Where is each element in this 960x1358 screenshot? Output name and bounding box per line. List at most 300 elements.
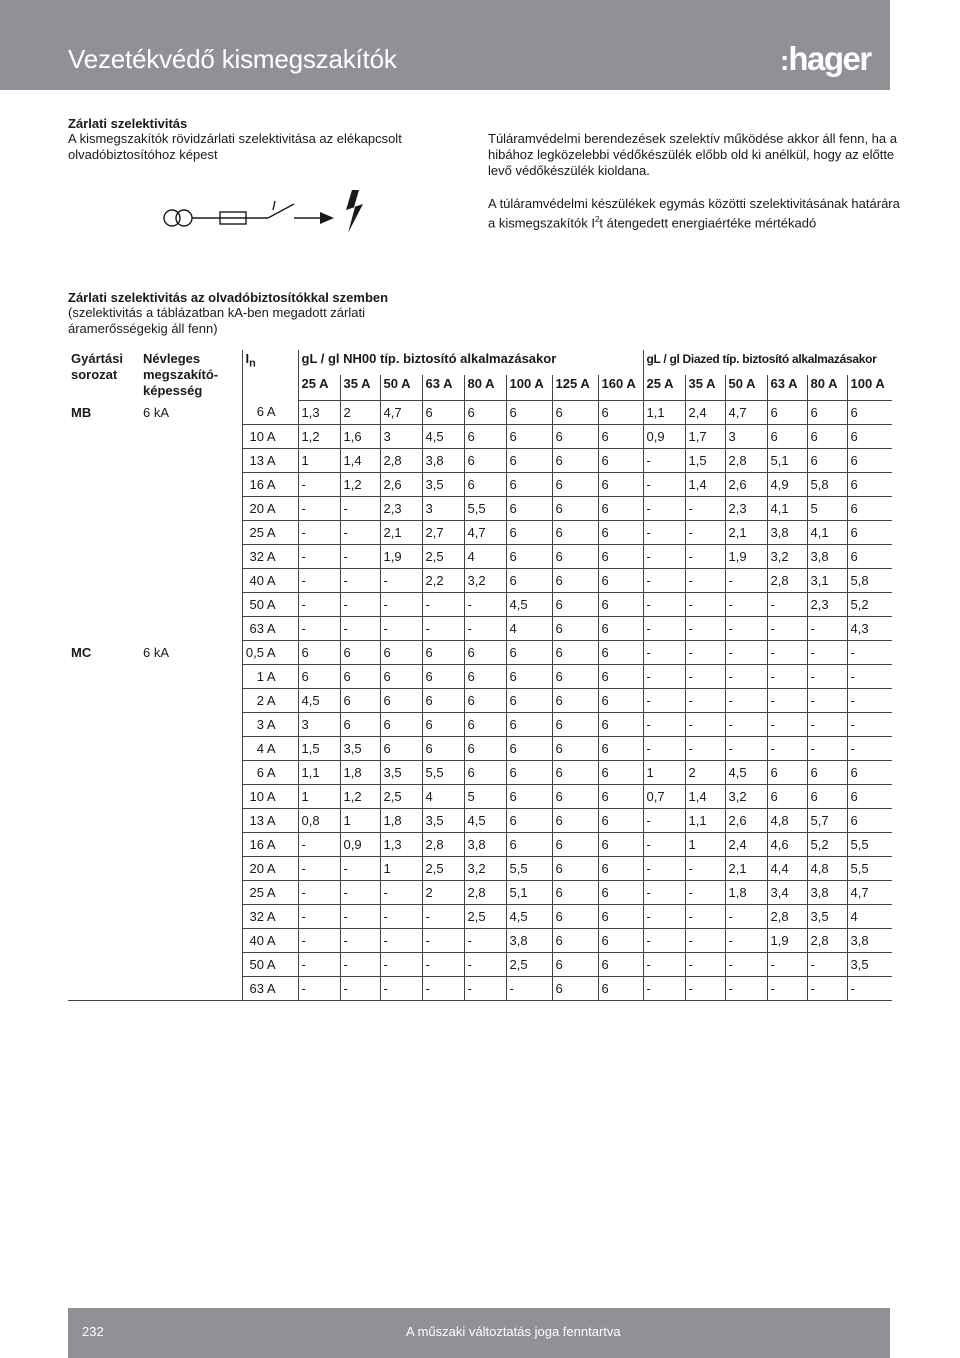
nh-value-cell: - (340, 880, 380, 904)
series-cell (68, 832, 140, 856)
diazed-value-cell: 5,8 (807, 472, 847, 496)
table-row (68, 640, 892, 664)
nh-value-cell: - (298, 880, 340, 904)
nh-value-cell: 0,9 (340, 832, 380, 856)
diazed-value-cell: 6 (767, 400, 807, 424)
rated-current-cell: 16 A (242, 472, 298, 496)
intro-right-text-2-post: t átengedett energiaértéke mértékadó (599, 215, 817, 231)
capacity-cell (140, 448, 242, 472)
nh-value-cell: - (380, 904, 422, 928)
rated-current-cell: 25 A (242, 880, 298, 904)
table-row (68, 592, 892, 616)
table-row (68, 832, 892, 856)
nh-value-cell: 4 (464, 544, 506, 568)
nh-value-cell: 6 (340, 664, 380, 688)
diazed-value-cell: 2,4 (725, 832, 767, 856)
nh-value-cell: 2,3 (380, 496, 422, 520)
diazed-value-cell: 1,5 (685, 448, 725, 472)
diazed-value-cell: 3,4 (767, 880, 807, 904)
nh-value-cell: - (422, 976, 464, 1000)
page-number: 232 (82, 1324, 104, 1339)
nh-value-cell: - (380, 592, 422, 616)
capacity-cell (140, 568, 242, 592)
diazed-value-cell: 6 (807, 760, 847, 784)
diazed-value-cell: - (643, 976, 685, 1000)
capacity-cell (140, 592, 242, 616)
nh-value-cell: - (298, 472, 340, 496)
diazed-value-cell: 6 (767, 760, 807, 784)
diazed-value-cell: 1,7 (685, 424, 725, 448)
capacity-cell (140, 472, 242, 496)
diazed-value-cell: - (725, 976, 767, 1000)
diazed-value-cell: - (725, 568, 767, 592)
diazed-value-cell: - (643, 808, 685, 832)
diazed-value-cell: - (685, 856, 725, 880)
diazed-value-cell: - (643, 520, 685, 544)
series-cell (68, 904, 140, 928)
nh-value-cell: 6 (380, 640, 422, 664)
diazed-value-cell: 2,8 (807, 928, 847, 952)
nh-value-cell: 6 (422, 400, 464, 424)
diazed-value-cell: - (767, 616, 807, 640)
rated-current-cell: 32 A (242, 904, 298, 928)
nh-value-cell: 6 (506, 736, 552, 760)
diazed-value-cell: 2,1 (725, 856, 767, 880)
nh-value-cell: 6 (506, 568, 552, 592)
series-cell (68, 856, 140, 880)
nh-value-cell: 6 (598, 592, 643, 616)
series-cell (68, 448, 140, 472)
series-cell (68, 616, 140, 640)
series-cell (68, 424, 140, 448)
header-capacity: Névleges megszakító-képesség (143, 351, 219, 398)
nh-value-cell: 6 (464, 424, 506, 448)
diazed-value-cell: 6 (807, 424, 847, 448)
nh-value-cell: 6 (380, 664, 422, 688)
diazed-value-cell: - (847, 664, 892, 688)
series-cell (68, 712, 140, 736)
capacity-cell (140, 616, 242, 640)
nh-value-cell: 4 (506, 616, 552, 640)
nh-value-cell: - (298, 496, 340, 520)
diazed-value-cell: - (685, 712, 725, 736)
intro-left-text: A kismegszakítók rövidzárlati szelektivitása az elékapcsolt olvadóbiztosítóhoz képest (68, 131, 402, 162)
diazed-value-cell: 1 (685, 832, 725, 856)
diazed-value-cell: 4,7 (847, 880, 892, 904)
nh-value-cell: 1 (380, 856, 422, 880)
capacity-cell (140, 880, 242, 904)
diazed-value-cell: 4,5 (725, 760, 767, 784)
diazed-value-cell: - (643, 880, 685, 904)
diazed-value-cell: 3,5 (847, 952, 892, 976)
nh-value-cell: - (422, 952, 464, 976)
diazed-value-cell: - (725, 688, 767, 712)
nh-value-cell: 6 (598, 640, 643, 664)
rated-current-cell: 4 A (242, 736, 298, 760)
table-row (68, 808, 892, 832)
diazed-value-cell: - (685, 616, 725, 640)
rated-current-cell: 0,5 A (242, 640, 298, 664)
diazed-value-cell: 6 (847, 760, 892, 784)
logo-text: hager (788, 40, 871, 77)
nh-value-cell: 6 (598, 952, 643, 976)
nh-value-cell: 6 (506, 760, 552, 784)
diazed-value-cell: 6 (847, 544, 892, 568)
header-nh-col: 100 A (506, 375, 552, 400)
nh-value-cell: 1,1 (298, 760, 340, 784)
nh-value-cell: 6 (464, 472, 506, 496)
diazed-value-cell: 3,5 (807, 904, 847, 928)
diazed-value-cell: 4,4 (767, 856, 807, 880)
nh-value-cell: 6 (422, 688, 464, 712)
nh-value-cell: - (298, 568, 340, 592)
nh-value-cell: 6 (552, 784, 598, 808)
rated-current-cell: 25 A (242, 520, 298, 544)
diazed-value-cell: - (643, 616, 685, 640)
nh-value-cell: - (340, 856, 380, 880)
nh-value-cell: 6 (552, 520, 598, 544)
nh-value-cell: 4,5 (422, 424, 464, 448)
nh-value-cell: 5,5 (464, 496, 506, 520)
nh-value-cell: 1 (340, 808, 380, 832)
rated-current-cell: 50 A (242, 592, 298, 616)
diazed-value-cell: - (685, 904, 725, 928)
nh-value-cell: 6 (552, 568, 598, 592)
nh-value-cell: 3,2 (464, 856, 506, 880)
rated-current-cell: 6 A (242, 760, 298, 784)
nh-value-cell: 6 (598, 448, 643, 472)
nh-value-cell: 4,7 (464, 520, 506, 544)
diazed-value-cell: 2,4 (685, 400, 725, 424)
diazed-value-cell: 4,8 (767, 808, 807, 832)
series-cell (68, 952, 140, 976)
diazed-value-cell: - (807, 952, 847, 976)
nh-value-cell: - (298, 904, 340, 928)
nh-value-cell: 6 (598, 544, 643, 568)
capacity-cell (140, 904, 242, 928)
nh-value-cell: 6 (506, 400, 552, 424)
nh-value-cell: - (464, 952, 506, 976)
capacity-cell (140, 784, 242, 808)
table-row (68, 664, 892, 688)
nh-value-cell: 6 (552, 400, 598, 424)
nh-value-cell: 2,6 (380, 472, 422, 496)
nh-value-cell: 6 (340, 712, 380, 736)
nh-value-cell: 6 (598, 760, 643, 784)
nh-value-cell: - (464, 976, 506, 1000)
nh-value-cell: 3,5 (340, 736, 380, 760)
nh-value-cell: 6 (298, 640, 340, 664)
diazed-value-cell: 3,8 (807, 880, 847, 904)
diazed-value-cell: - (725, 616, 767, 640)
hager-logo (780, 40, 871, 78)
diazed-value-cell: 0,7 (643, 784, 685, 808)
page-header (0, 0, 890, 90)
diazed-value-cell: - (643, 856, 685, 880)
nh-value-cell: 6 (598, 712, 643, 736)
diazed-value-cell: - (685, 664, 725, 688)
diazed-value-cell: 4,7 (725, 400, 767, 424)
diazed-value-cell: 6 (847, 808, 892, 832)
nh-value-cell: 2,8 (422, 832, 464, 856)
nh-value-cell: 6 (598, 568, 643, 592)
intro-title: Zárlati szelektivitás (68, 116, 188, 131)
diazed-value-cell: 1,8 (725, 880, 767, 904)
nh-value-cell: 6 (598, 688, 643, 712)
diazed-value-cell: 6 (847, 520, 892, 544)
nh-value-cell: 6 (464, 760, 506, 784)
nh-value-cell: 6 (552, 808, 598, 832)
diazed-value-cell: - (643, 952, 685, 976)
diazed-value-cell: 2,3 (725, 496, 767, 520)
nh-value-cell: 4,5 (298, 688, 340, 712)
nh-value-cell: 0,8 (298, 808, 340, 832)
diazed-value-cell: 4,8 (807, 856, 847, 880)
diazed-value-cell: - (847, 976, 892, 1000)
nh-value-cell: 6 (340, 640, 380, 664)
nh-value-cell: 6 (552, 472, 598, 496)
nh-value-cell: - (340, 592, 380, 616)
nh-value-cell: 6 (552, 496, 598, 520)
nh-value-cell: 6 (380, 688, 422, 712)
diazed-value-cell: - (643, 448, 685, 472)
nh-value-cell: - (464, 592, 506, 616)
diazed-value-cell: - (767, 688, 807, 712)
nh-value-cell: 6 (422, 736, 464, 760)
nh-value-cell: 2,8 (464, 880, 506, 904)
nh-value-cell: - (340, 616, 380, 640)
nh-value-cell: 4,5 (464, 808, 506, 832)
diazed-value-cell: 6 (847, 400, 892, 424)
nh-value-cell: - (380, 976, 422, 1000)
nh-value-cell: 6 (598, 664, 643, 688)
capacity-cell (140, 664, 242, 688)
series-cell (68, 496, 140, 520)
diazed-value-cell: 2,8 (767, 904, 807, 928)
table-row (68, 976, 892, 1000)
section2-title: Zárlati szelektivitás az olvadóbiztosítókkal szemben (68, 290, 389, 305)
nh-value-cell: - (340, 904, 380, 928)
nh-value-cell: 5,1 (506, 880, 552, 904)
diazed-value-cell: 6 (767, 424, 807, 448)
nh-value-cell: 6 (598, 904, 643, 928)
nh-value-cell: 2,2 (422, 568, 464, 592)
diazed-value-cell: - (767, 664, 807, 688)
diazed-value-cell: 1,1 (685, 808, 725, 832)
nh-value-cell: - (298, 616, 340, 640)
diazed-value-cell: - (847, 640, 892, 664)
nh-value-cell: 1,8 (340, 760, 380, 784)
rated-current-cell: 63 A (242, 976, 298, 1000)
nh-value-cell: 6 (298, 664, 340, 688)
nh-value-cell: 6 (552, 712, 598, 736)
diazed-value-cell: 4,1 (807, 520, 847, 544)
nh-value-cell: - (506, 976, 552, 1000)
nh-value-cell: - (298, 832, 340, 856)
nh-value-cell: 6 (552, 424, 598, 448)
nh-value-cell: - (422, 904, 464, 928)
nh-value-cell: 6 (464, 712, 506, 736)
diazed-value-cell: 2 (685, 760, 725, 784)
footer-note: A műszaki változtatás joga fenntartva (406, 1324, 621, 1339)
header-nh-col: 63 A (422, 375, 464, 400)
nh-value-cell: 6 (598, 784, 643, 808)
nh-value-cell: - (340, 496, 380, 520)
capacity-cell (140, 544, 242, 568)
nh-value-cell: 1,3 (298, 400, 340, 424)
series-cell (68, 520, 140, 544)
nh-value-cell: - (298, 976, 340, 1000)
diazed-value-cell: - (725, 640, 767, 664)
nh-value-cell: 6 (598, 832, 643, 856)
diazed-value-cell: - (847, 712, 892, 736)
nh-value-cell: 6 (552, 736, 598, 760)
nh-value-cell: 3,5 (422, 472, 464, 496)
nh-value-cell: - (298, 592, 340, 616)
table-row (68, 496, 892, 520)
nh-value-cell: 5 (464, 784, 506, 808)
header-diazed-col: 80 A (807, 375, 847, 400)
nh-value-cell: 6 (598, 928, 643, 952)
diazed-value-cell: 3 (725, 424, 767, 448)
nh-value-cell: 1,2 (340, 784, 380, 808)
diazed-value-cell: 2,3 (807, 592, 847, 616)
diazed-value-cell: 1,9 (725, 544, 767, 568)
diazed-value-cell: 5,5 (847, 856, 892, 880)
diazed-value-cell: - (685, 544, 725, 568)
nh-value-cell: 3,8 (506, 928, 552, 952)
diazed-value-cell: 6 (847, 784, 892, 808)
nh-value-cell: 6 (552, 928, 598, 952)
rated-current-cell: 6 A (242, 400, 298, 424)
rated-current-cell: 20 A (242, 856, 298, 880)
rated-current-cell: 63 A (242, 616, 298, 640)
diazed-value-cell: 5,8 (847, 568, 892, 592)
nh-value-cell: 6 (552, 592, 598, 616)
nh-value-cell: 6 (464, 736, 506, 760)
capacity-cell (140, 928, 242, 952)
nh-value-cell: 6 (380, 736, 422, 760)
diazed-value-cell: 2,8 (767, 568, 807, 592)
diazed-value-cell: 6 (767, 784, 807, 808)
nh-value-cell: 6 (552, 544, 598, 568)
diazed-value-cell: - (807, 616, 847, 640)
diazed-value-cell: 6 (847, 496, 892, 520)
nh-value-cell: - (298, 544, 340, 568)
diazed-value-cell: 3,8 (807, 544, 847, 568)
diazed-value-cell: 1 (643, 760, 685, 784)
nh-value-cell: - (298, 520, 340, 544)
diazed-value-cell: 4,9 (767, 472, 807, 496)
rated-current-cell: 32 A (242, 544, 298, 568)
nh-value-cell: 6 (422, 640, 464, 664)
diazed-value-cell: - (685, 928, 725, 952)
nh-value-cell: 6 (506, 808, 552, 832)
diazed-value-cell: 4,3 (847, 616, 892, 640)
diazed-value-cell: - (685, 688, 725, 712)
diazed-value-cell: - (643, 640, 685, 664)
diazed-value-cell: 2,6 (725, 808, 767, 832)
nh-value-cell: 6 (552, 904, 598, 928)
nh-value-cell: 6 (598, 472, 643, 496)
rated-current-cell: 10 A (242, 784, 298, 808)
series-cell (68, 688, 140, 712)
nh-value-cell: 2,7 (422, 520, 464, 544)
diazed-value-cell: - (807, 712, 847, 736)
diazed-value-cell: 1,1 (643, 400, 685, 424)
nh-value-cell: - (422, 928, 464, 952)
header-nh-col: 160 A (598, 375, 643, 400)
nh-value-cell: 6 (598, 616, 643, 640)
nh-value-cell: 1,5 (298, 736, 340, 760)
diazed-value-cell: - (725, 904, 767, 928)
diazed-value-cell: - (685, 952, 725, 976)
rated-current-cell: 10 A (242, 424, 298, 448)
diazed-value-cell: - (643, 496, 685, 520)
nh-value-cell: - (422, 592, 464, 616)
nh-value-cell: 6 (552, 640, 598, 664)
nh-value-cell: - (340, 544, 380, 568)
diazed-value-cell: 6 (807, 448, 847, 472)
diazed-value-cell: 5,7 (807, 808, 847, 832)
nh-value-cell: 3 (380, 424, 422, 448)
table-row (68, 736, 892, 760)
series-cell (68, 784, 140, 808)
nh-value-cell: 6 (598, 400, 643, 424)
diazed-value-cell: - (807, 688, 847, 712)
rated-current-cell: 13 A (242, 808, 298, 832)
series-cell (68, 880, 140, 904)
table-row (68, 448, 892, 472)
diazed-value-cell: - (847, 688, 892, 712)
header-in-symbol: I (245, 351, 250, 366)
intro-right-text-2 (488, 196, 908, 231)
rated-current-cell: 13 A (242, 448, 298, 472)
page-title: Vezetékvédő kismegszakítók (68, 44, 397, 74)
diazed-value-cell: - (643, 736, 685, 760)
table-row (68, 928, 892, 952)
intro-right-text-1: Túláramvédelmi berendezések szelektív működése akkor áll fenn, ha a hibához legközelebbi védőkészülék előbb old ki anélkül, hogy az előtte levő védőkészülék kioldana. (488, 131, 897, 178)
diazed-value-cell: - (767, 592, 807, 616)
nh-value-cell: - (298, 856, 340, 880)
nh-value-cell: 6 (506, 544, 552, 568)
rated-current-cell: 40 A (242, 568, 298, 592)
nh-value-cell: 6 (506, 448, 552, 472)
nh-value-cell: 6 (506, 472, 552, 496)
header-nh-col: 50 A (380, 375, 422, 400)
nh-value-cell: 6 (422, 712, 464, 736)
nh-value-cell: - (380, 568, 422, 592)
diazed-value-cell: 4 (847, 904, 892, 928)
nh-value-cell: 2,1 (380, 520, 422, 544)
diazed-value-cell: 3,2 (767, 544, 807, 568)
series-cell: MB (71, 404, 92, 420)
nh-value-cell: 6 (598, 976, 643, 1000)
diazed-value-cell: 3,8 (767, 520, 807, 544)
nh-value-cell: - (340, 976, 380, 1000)
rated-current-cell: 40 A (242, 928, 298, 952)
nh-value-cell: - (380, 616, 422, 640)
nh-value-cell: 2,5 (422, 856, 464, 880)
nh-value-cell: 5,5 (422, 760, 464, 784)
table-row (68, 688, 892, 712)
diazed-value-cell: 5,1 (767, 448, 807, 472)
rated-current-cell: 20 A (242, 496, 298, 520)
nh-value-cell: 6 (598, 424, 643, 448)
header-nh-col: 35 A (340, 375, 380, 400)
table-row (68, 400, 892, 424)
nh-value-cell: 6 (464, 664, 506, 688)
